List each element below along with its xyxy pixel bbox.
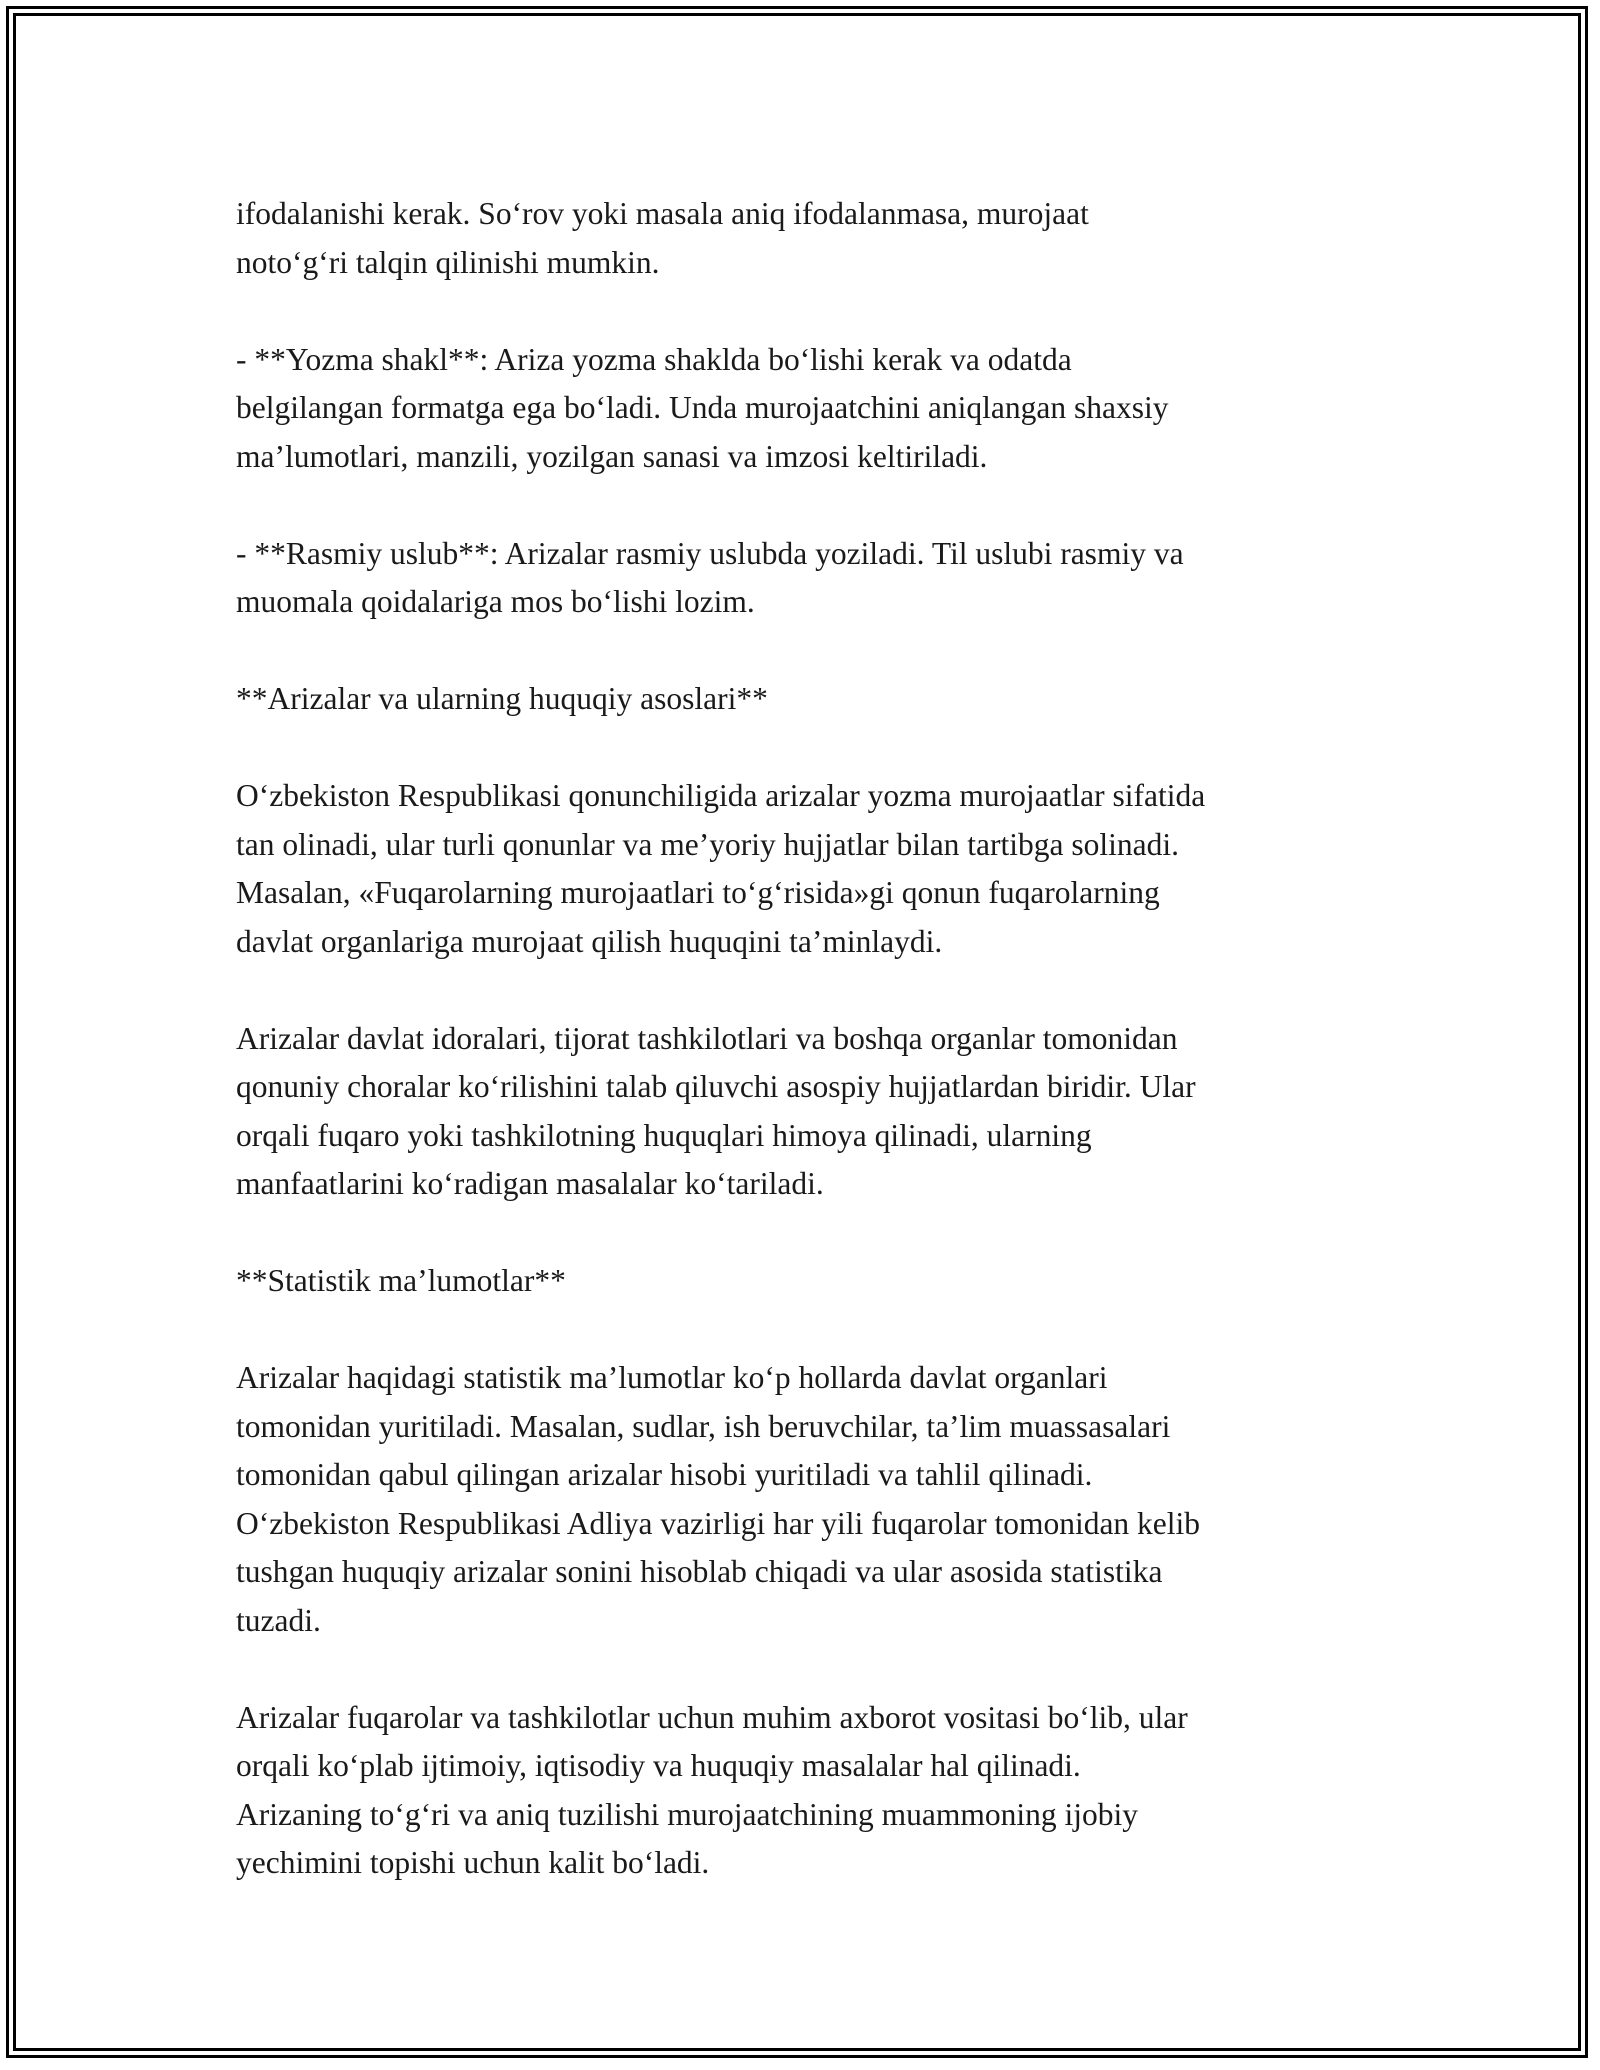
list-item-yozma-shakl: - **Yozma shakl**: Ariza yozma shaklda bo‘lishi kerak va odatda belgilangan formatga ega bo‘ladi. Unda murojaatchini aniqlangan shaxsiy ma’lumotlari, manzili, yozilgan sanasi va imzosi keltiriladi. xyxy=(236,341,1169,474)
list-item-rasmiy-uslub: - **Rasmiy uslub**: Arizalar rasmiy uslubda yoziladi. Til uslubi rasmiy va muomala qoidalariga mos bo‘lishi lozim. xyxy=(236,535,1184,619)
paragraph-continuation: ifodalanishi kerak. So‘rov yoki masala aniq ifodalanmasa, murojaat noto‘g‘ri talqin qilinishi mumkin. xyxy=(236,196,1089,280)
paragraph-statistika: Arizalar haqidagi statistik ma’lumotlar ko‘p hollarda davlat organlari tomonidan yuritiladi. Masalan, sudlar, ish beruvchilar, ta’lim muassasalari tomonidan qabul qilingan arizalar hisobi yuritiladi va tahlil qilinadi. O‘zbekiston Respublikasi Adliya vazirligi har yili fuqarolar tomonidan kelib tushgan huquqiy arizalar sonini hisoblab chiqadi va ular asosida statistika tuzadi. xyxy=(236,1360,1201,1638)
section-heading-statistik: **Statistik ma’lumotlar** xyxy=(236,1263,566,1298)
paragraph-arizalar-davlat-idoralari: Arizalar davlat idoralari, tijorat tashkilotlari va boshqa organlar tomonidan qonuniy choralar ko‘rilishini talab qiluvchi asospiy hujjatlardan biridir. Ular orqali fuqaro yoki tashkilotning huquqlari himoya qilinadi, ularning manfaatlarini ko‘radigan masalalar ko‘tariladi. xyxy=(236,1020,1196,1201)
paragraph-qonunchilik: O‘zbekiston Respublikasi qonunchiligida arizalar yozma murojaatlar sifatida tan olinadi, ular turli qonunlar va me’yoriy hujjatlar bilan tartibga solinadi. Masalan, «Fuqarolarning murojaatlari to‘g‘risida»gi qonun fuqarolarning davlat organlariga murojaat qilish huquqini ta’minlaydi. xyxy=(236,778,1206,959)
paragraph-xulosa: Arizalar fuqarolar va tashkilotlar uchun muhim axborot vositasi bo‘lib, ular orqali ko‘plab ijtimoiy, iqtisodiy va huquqiy masalalar hal qilinadi. Arizaning to‘g‘ri va aniq tuzilishi murojaatchining muammoning ijobiy yechimini topishi uchun kalit bo‘ladi. xyxy=(236,1699,1188,1880)
document-body xyxy=(236,190,1376,1888)
section-heading-huquqiy-asoslar: **Arizalar va ularning huquqiy asoslari** xyxy=(236,681,768,716)
